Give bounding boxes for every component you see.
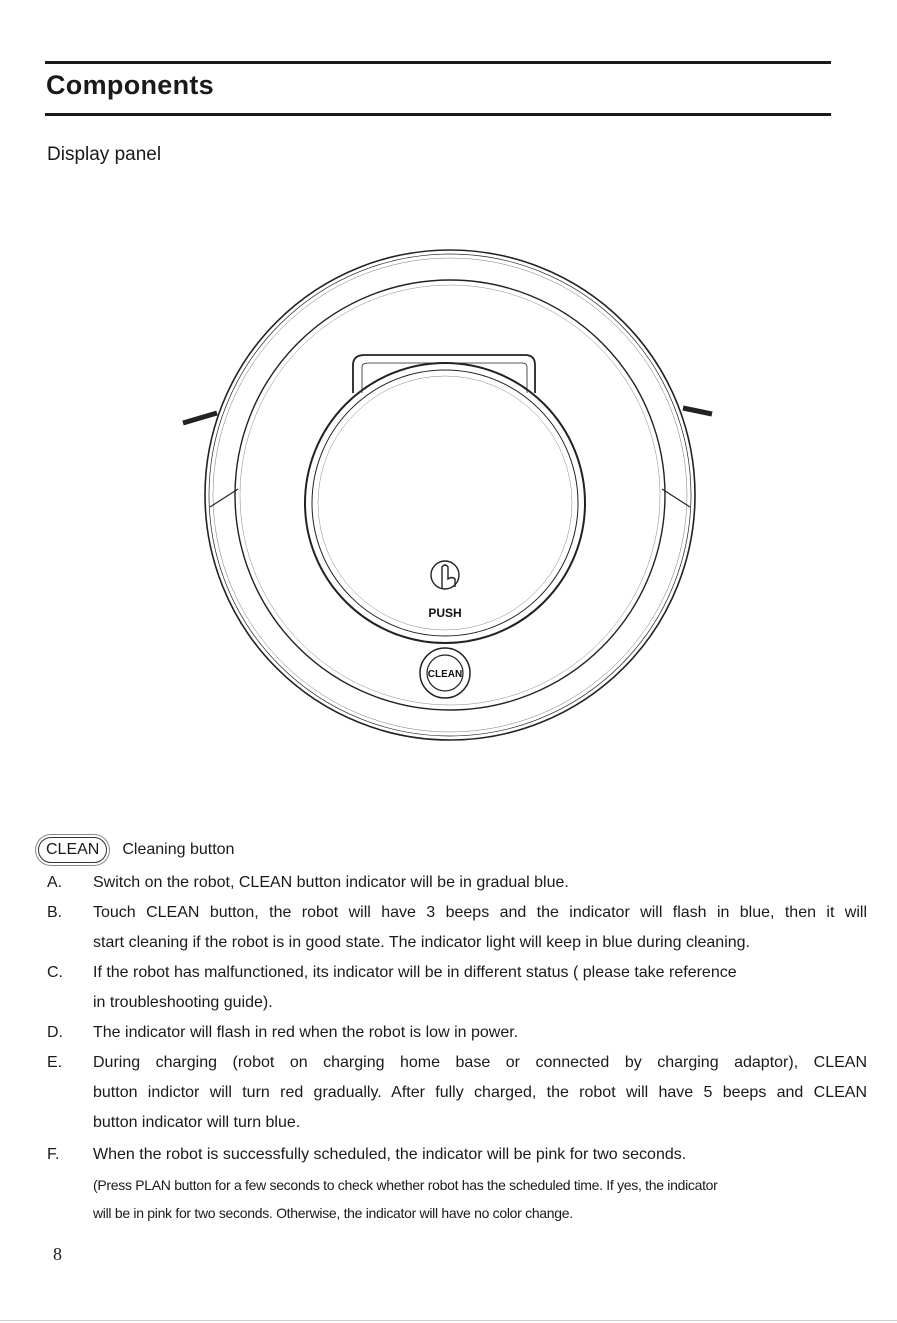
list-item-f [47,1140,867,1170]
list-item-a [47,868,867,898]
lid-middle [312,370,578,636]
item-text: Touch CLEAN button, the robot will have 3 beeps and the indicator will flash in blue, then it will [93,904,867,921]
item-text: button indictor will turn red gradually. After fully charged, the robot will have 5 beeps and CLEAN [93,1084,867,1101]
list-item-c [47,958,867,1018]
item-letter: B. [47,904,63,921]
list-item-d [47,1018,867,1048]
item-text: in troubleshooting guide). [93,994,273,1011]
title-underline [45,113,831,116]
push-hand-icon [431,561,459,589]
list-item-b [47,898,867,958]
item-text: The indicator will flash in red when the robot is low in power. [93,1024,519,1041]
item-text: If the robot has malfunctioned, its indicator will be in different status ( please take reference [93,964,737,981]
list-item-e [47,1048,867,1138]
note-line: (Press PLAN button for a few seconds to check whether robot has the scheduled time. If yes, the indicator [93,1177,718,1193]
bumper-split-right [662,489,690,507]
item-letter: F. [47,1146,60,1163]
lid-outer [305,363,585,643]
bumper-split-left [210,489,238,507]
clean-button-legend [38,832,234,868]
item-letter: E. [47,1054,63,1071]
item-letter: C. [47,964,63,981]
page-title: Components [46,70,214,100]
item-text: start cleaning if the robot is in good state. The indicator light will keep in blue during cleaning. [93,934,750,951]
item-text: When the robot is successfully scheduled, the indicator will be pink for two seconds. [93,1146,687,1163]
item-letter: A. [47,874,63,891]
robot-vacuum-diagram [170,245,730,745]
top-rule [45,61,831,64]
side-brush-left [183,413,217,423]
side-brush-right [683,408,712,414]
robot-outer-rim [205,250,695,740]
item-text: button indicator will turn blue. [93,1114,301,1131]
clean-button-label: CLEAN [427,669,463,680]
section-subtitle: Display panel [47,144,162,165]
note-line: will be in pink for two seconds. Otherwise, the indicator will have no color change. [93,1205,573,1221]
page-number: 8 [53,1244,62,1264]
robot-outer-rim-line [213,258,687,732]
item-text: Switch on the robot, CLEAN button indicator will be in gradual blue. [93,874,569,891]
clean-badge: CLEAN [38,837,107,863]
item-text: During charging (robot on charging home base or connected by charging adaptor), CLEAN [93,1054,867,1071]
lid-handle-inner [362,363,527,393]
plan-note [93,1171,863,1227]
page-bottom-edge [0,1320,897,1321]
item-letter: D. [47,1024,63,1041]
cover-ring [235,280,665,710]
lid-inner [318,376,572,630]
robot-outer-rim-inner [209,254,691,736]
push-label: PUSH [428,606,462,620]
clean-caption: Cleaning button [122,841,235,858]
